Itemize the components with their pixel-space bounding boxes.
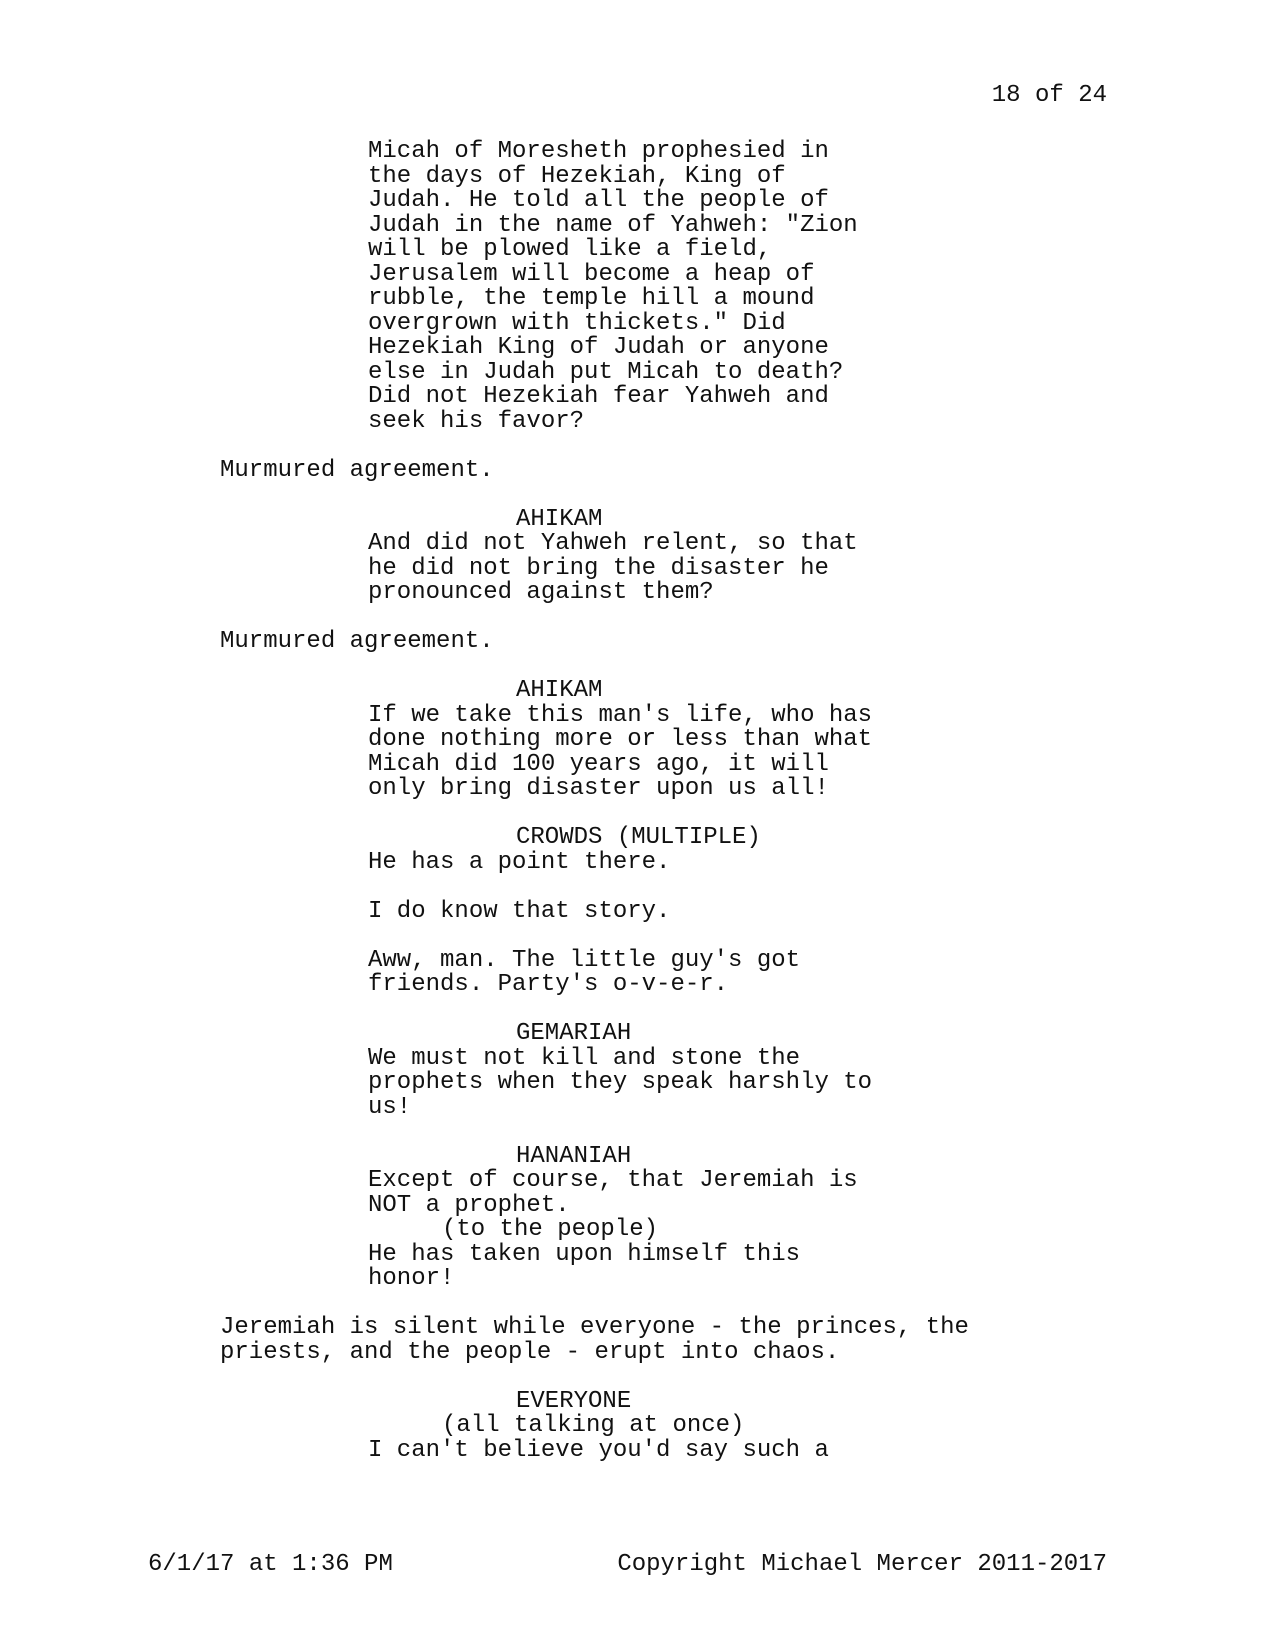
dialogue-line: We must not kill and stone the prophets when they speak harshly to us! xyxy=(368,1044,873,1121)
dialogue-micah-speech: Micah of Moresheth prophesied in the days of Hezekiah, King of Judah. He told all the people of Judah in the name of Yahweh: "Zion will be plowed like a field, Jerusalem will become a heap of rubble, the temple hill a mound overgrown with thickets." Did Hezekiah King of Judah or anyone else in Judah put Micah to death? Did not Hezekiah fear Yahweh and seek his favor? xyxy=(368,138,858,435)
character-name: GEMARIAH xyxy=(516,1020,632,1047)
footer-date: 6/1/17 at 1:36 PM xyxy=(148,1551,393,1578)
character-name: EVERYONE xyxy=(516,1387,632,1415)
character-name: HANANIAH xyxy=(516,1142,632,1170)
parenthetical: (to the people) xyxy=(442,1216,659,1243)
character-name: AHIKAM xyxy=(516,505,603,533)
character-name: AHIKAM xyxy=(516,677,603,704)
dialogue-line: He has a point there. xyxy=(368,848,671,876)
action-line: Murmured agreement. xyxy=(220,628,494,655)
dialogue-line: I do know that story. xyxy=(368,897,671,925)
footer-copyright: Copyright Michael Mercer 2011-2017 xyxy=(617,1551,1107,1578)
dialogue-line: He has taken upon himself this honor! xyxy=(368,1240,801,1292)
action-line: Jeremiah is silent while everyone - the princes, the priests, and the people - erupt into chaos. xyxy=(220,1314,969,1366)
dialogue-line: Except of course, that Jeremiah is NOT a prophet. xyxy=(368,1167,858,1219)
character-name: CROWDS (MULTIPLE) xyxy=(516,824,761,851)
dialogue-line: And did not Yahweh relent, so that he did not bring the disaster he pronounced against them? xyxy=(368,530,858,606)
screenplay-body xyxy=(220,140,1120,1463)
action-line: Murmured agreement. xyxy=(220,456,494,484)
parenthetical: (all talking at once) xyxy=(442,1412,745,1439)
page-number: 18 of 24 xyxy=(991,82,1107,109)
dialogue-line: Aww, man. The little guy's got friends. Party's o-v-e-r. xyxy=(368,946,801,998)
dialogue-line: I can't believe you'd say such a xyxy=(368,1436,829,1464)
dialogue-line: If we take this man's life, who has done nothing more or less than what Micah did 100 years ago, it will only bring disaster upon us all! xyxy=(368,701,873,802)
